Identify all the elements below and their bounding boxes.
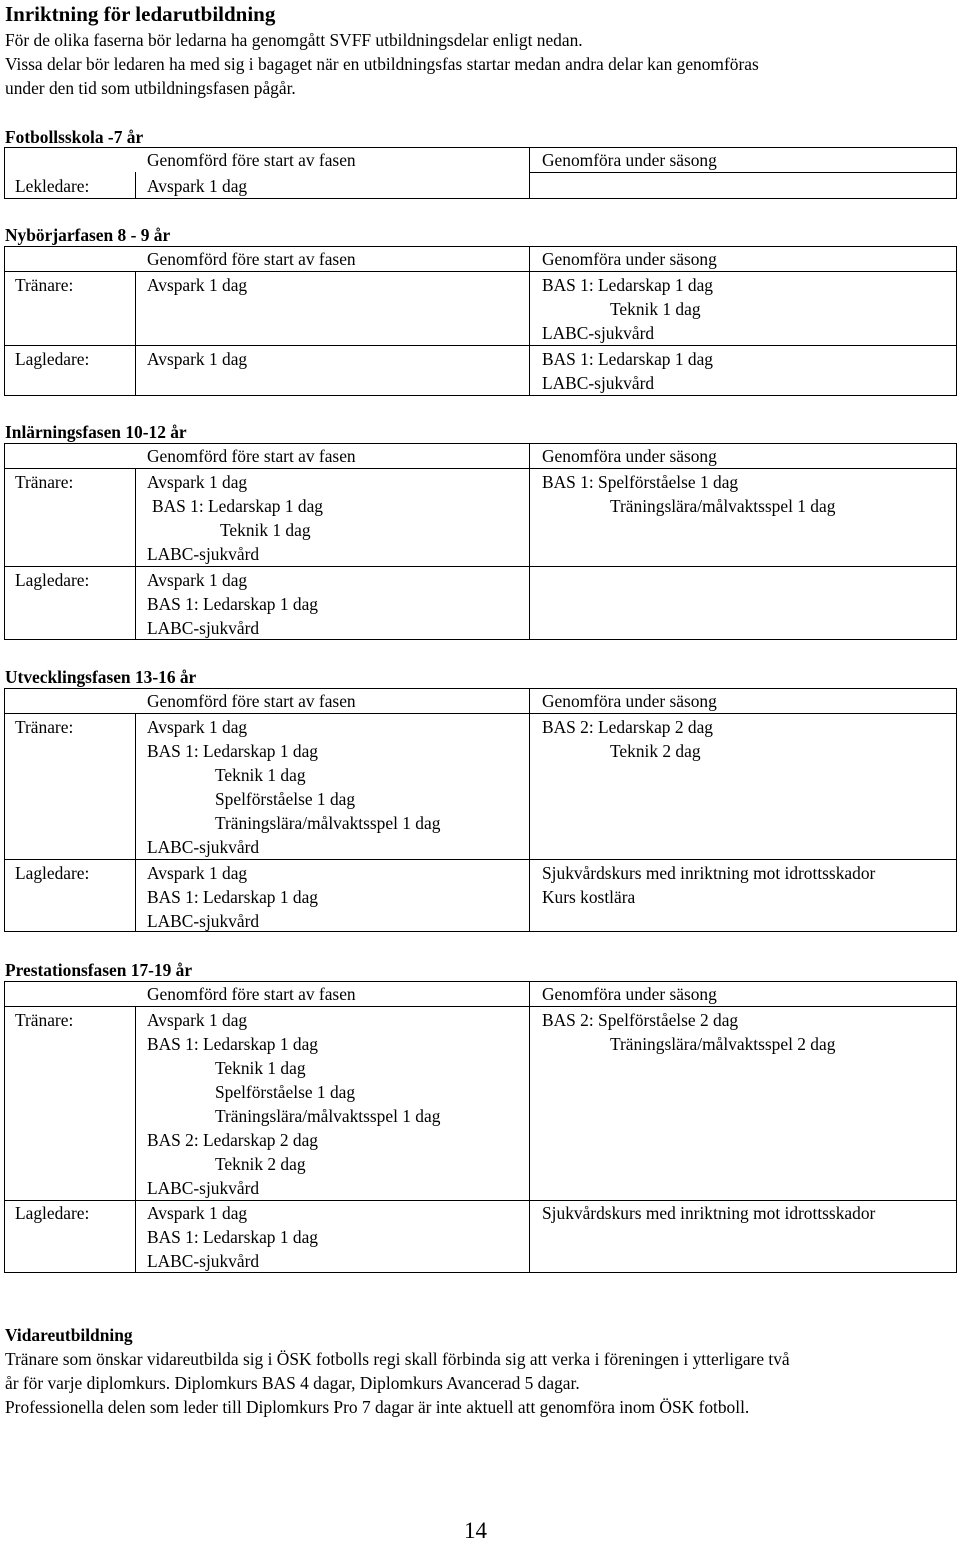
course-item: BAS 1: Ledarskap 1 dag: [542, 349, 713, 369]
header-before: Genomförd före start av fasen: [147, 446, 356, 466]
course-item: Spelförståelse 1 dag: [215, 1082, 356, 1102]
course-item: BAS 1: Ledarskap 1 dag: [147, 741, 318, 761]
course-item: BAS 1: Ledarskap 1 dag: [147, 887, 318, 907]
course-item: BAS 1: Ledarskap 1 dag: [542, 275, 713, 295]
course-item: LABC-sjukvård: [147, 837, 260, 857]
role-label: Lagledare:: [15, 570, 90, 590]
role-label: Lekledare:: [15, 176, 90, 196]
phase-title: Prestationsfasen 17-19 år: [5, 960, 193, 980]
course-item: Teknik 2 dag: [215, 1154, 306, 1174]
course-item: BAS 1: Ledarskap 1 dag: [152, 496, 323, 516]
paragraph-line: Professionella delen som leder till Diplomkurs Pro 7 dagar är inte aktuell att genomföra inom ÖSK fotboll.: [5, 1397, 750, 1417]
course-item: Sjukvårdskurs med inriktning mot idrottsskador: [542, 863, 876, 883]
course-item: BAS 2: Ledarskap 2 dag: [542, 717, 713, 737]
course-item: Avspark 1 dag: [147, 472, 248, 492]
role-label: Lagledare:: [15, 1203, 90, 1223]
phase-title: Inlärningsfasen 10-12 år: [5, 422, 187, 442]
header-before: Genomförd före start av fasen: [147, 150, 356, 170]
course-item: Avspark 1 dag: [147, 275, 248, 295]
course-item: Avspark 1 dag: [147, 1203, 248, 1223]
course-item: BAS 1: Ledarskap 1 dag: [147, 594, 318, 614]
header-during: Genomföra under säsong: [542, 691, 717, 711]
course-item: LABC-sjukvård: [147, 544, 260, 564]
role-label: Tränare:: [15, 472, 74, 492]
phase-title: Utvecklingsfasen 13-16 år: [5, 667, 197, 687]
intro-line: under den tid som utbildningsfasen pågår.: [5, 78, 296, 98]
role-label: Lagledare:: [15, 349, 90, 369]
course-item: LABC-sjukvård: [147, 618, 260, 638]
course-item: LABC-sjukvård: [542, 373, 655, 393]
course-item: BAS 1: Ledarskap 1 dag: [147, 1227, 318, 1247]
course-item: Avspark 1 dag: [147, 349, 248, 369]
course-item: Träningslära/målvaktsspel 1 dag: [215, 1106, 441, 1126]
section-title: Vidareutbildning: [5, 1325, 133, 1345]
header-during: Genomföra under säsong: [542, 150, 717, 170]
course-item: Avspark 1 dag: [147, 1010, 248, 1030]
header-before: Genomförd före start av fasen: [147, 691, 356, 711]
role-label: Lagledare:: [15, 863, 90, 883]
header-during: Genomföra under säsong: [542, 446, 717, 466]
course-item: Teknik 1 dag: [610, 299, 701, 319]
header-before: Genomförd före start av fasen: [147, 984, 356, 1004]
intro-line: För de olika faserna bör ledarna ha genomgått SVFF utbildningsdelar enligt nedan.: [5, 30, 583, 50]
course-item: BAS 2: Ledarskap 2 dag: [147, 1130, 318, 1150]
header-during: Genomföra under säsong: [542, 984, 717, 1004]
course-item: Avspark 1 dag: [147, 717, 248, 737]
course-item: Träningslära/målvaktsspel 2 dag: [610, 1034, 836, 1054]
course-item: BAS 1: Spelförståelse 1 dag: [542, 472, 739, 492]
intro-line: Vissa delar bör ledaren ha med sig i bagaget när en utbildningsfas startar medan andra delar kan genomföras: [5, 54, 759, 74]
course-item: Kurs kostlära: [542, 887, 636, 907]
page-title: Inriktning för ledarutbildning: [5, 2, 276, 26]
paragraph-line: Tränare som önskar vidareutbilda sig i ÖSK fotbolls regi skall förbinda sig att verka i föreningen i ytterligare två: [5, 1349, 790, 1369]
course-item: BAS 2: Spelförståelse 2 dag: [542, 1010, 739, 1030]
role-label: Tränare:: [15, 1010, 74, 1030]
header-before: Genomförd före start av fasen: [147, 249, 356, 269]
course-item: Träningslära/målvaktsspel 1 dag: [610, 496, 836, 516]
role-label: Tränare:: [15, 717, 74, 737]
course-item: BAS 1: Ledarskap 1 dag: [147, 1034, 318, 1054]
course-item: LABC-sjukvård: [147, 1178, 260, 1198]
course-item: Teknik 2 dag: [610, 741, 701, 761]
course-item: Teknik 1 dag: [215, 765, 306, 785]
course-item: Avspark 1 dag: [147, 570, 248, 590]
paragraph-line: år för varje diplomkurs. Diplomkurs BAS 4 dagar, Diplomkurs Avancerad 5 dagar.: [5, 1373, 580, 1393]
course-item: LABC-sjukvård: [147, 911, 260, 931]
course-item: Träningslära/målvaktsspel 1 dag: [215, 813, 441, 833]
course-item: Sjukvårdskurs med inriktning mot idrottsskador: [542, 1203, 876, 1223]
course-item: LABC-sjukvård: [542, 323, 655, 343]
phase-title: Fotbollsskola -7 år: [5, 127, 144, 147]
course-item: Avspark 1 dag: [147, 176, 248, 196]
course-item: Spelförståelse 1 dag: [215, 789, 356, 809]
role-label: Tränare:: [15, 275, 74, 295]
course-item: Avspark 1 dag: [147, 863, 248, 883]
course-item: Teknik 1 dag: [215, 1058, 306, 1078]
header-during: Genomföra under säsong: [542, 249, 717, 269]
course-item: LABC-sjukvård: [147, 1251, 260, 1271]
page-number: 14: [464, 1518, 487, 1543]
phase-title: Nybörjarfasen 8 - 9 år: [5, 225, 171, 245]
course-item: Teknik 1 dag: [220, 520, 311, 540]
